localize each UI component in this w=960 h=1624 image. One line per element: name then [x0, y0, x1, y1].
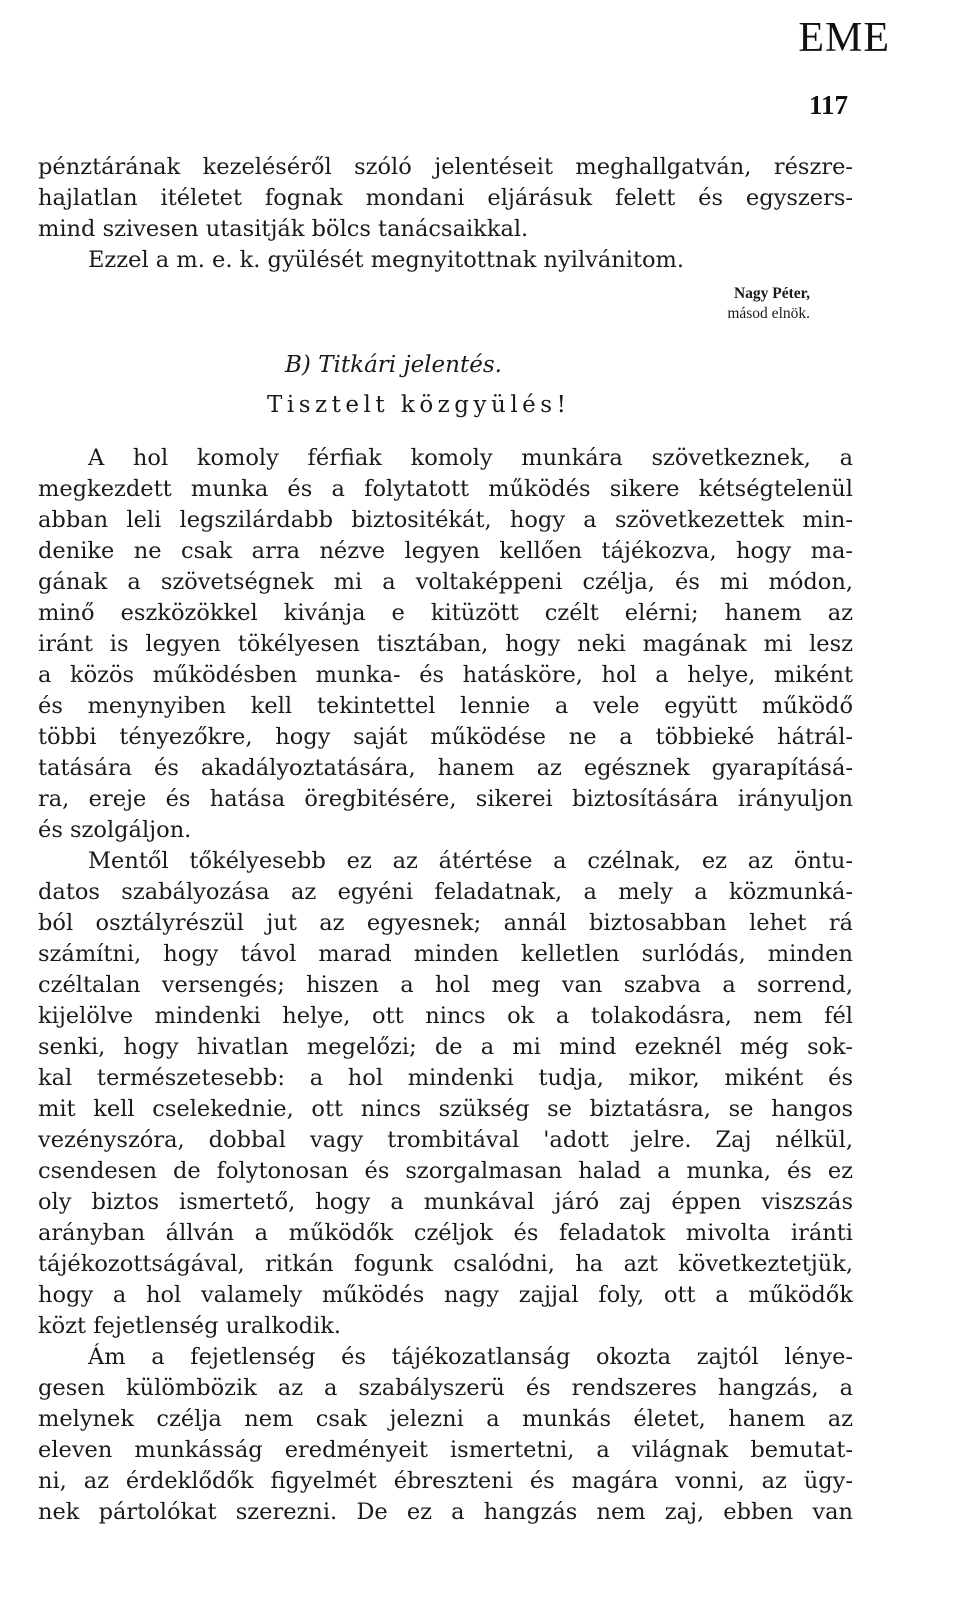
text-line: abban leli legszilárdabb biztositékát, hogy a szövetkezettek min- [38, 507, 853, 533]
section-title: Titkári jelentés. [318, 352, 502, 378]
text-line: tájékozottságával, ritkán fogunk csalódni, ha azt következtetjük, [38, 1251, 853, 1277]
text-line: gának a szövetségnek mi a voltaképpeni czélja, és mi módon, [38, 569, 853, 595]
opening-block [38, 152, 853, 276]
text-line: megkezdett munka és a folytatott működés sikere kétségtelenül [38, 476, 853, 502]
signature-title: másod elnök. [727, 305, 810, 322]
text-line: a közös működésben munka- és hatásköre, hol a helye, miként [38, 662, 853, 688]
text-line: iránt is legyen tökélyesen tisztában, hogy neki magának mi lesz [38, 631, 853, 657]
text-line: kijelölve mindenki helye, ott nincs ok a tolakodásra, nem fél [38, 1003, 853, 1029]
text-line: eleven munkásság eredményeit ismertetni, a világnak bemutat- [38, 1437, 853, 1463]
text-line: Ezzel a m. e. k. gyülését megnyitottnak nyilvánitom. [88, 247, 685, 273]
text-line: és menynyiben kell tekintettel lennie a vele együtt működő [38, 693, 853, 719]
text-line: mit kell cselekednie, ott nincs szükség se biztatásra, se hangos [38, 1096, 853, 1122]
salutation: Tisztelt közgyülés! [267, 392, 571, 418]
paragraph-2 [38, 846, 853, 1342]
text-line: arányban állván a működők czéljok és feladatok mivolta iránti [38, 1220, 853, 1246]
eme-logo: EME [798, 15, 890, 61]
paragraph-3 [38, 1342, 853, 1528]
text-line: Ám a fejetlenség és tájékozatlanság okozta zajtól lénye- [88, 1344, 853, 1370]
text-line: tatására és akadályoztatására, hanem az egésznek gyarapításá- [38, 755, 853, 781]
text-line: datos szabályozása az egyéni feladatnak, a mely a közmunká- [38, 879, 853, 905]
text-line: oly biztos ismertető, hogy a munkával járó zaj éppen viszszás [38, 1189, 853, 1215]
signature-name: Nagy Péter, [733, 285, 810, 302]
text-line: czéltalan versengés; hiszen a hol meg van szabva a sorrend, [38, 972, 853, 998]
text-line: pénztárának kezeléséről szóló jelentéseit meghallgatván, részre- [38, 154, 853, 180]
text-line: melynek czélja nem csak jelezni a munkás életet, hanem az [38, 1406, 853, 1432]
text-line: ra, ereje és hatása öregbitésére, sikerei biztosítására irányuljon [38, 786, 853, 812]
text-line: gesen külömbözik az a szabályszerü és rendszeres hangzás, a [38, 1375, 853, 1401]
section-letter: B) [285, 352, 311, 378]
text-line: többi tényezőkre, hogy saját működése ne a többieké hátrál- [38, 724, 853, 750]
section-heading [285, 352, 502, 378]
text-line: közt fejetlenség uralkodik. [38, 1313, 342, 1339]
text-line: hogy a hol valamely működés nagy zajjal foly, ott a működők [38, 1282, 853, 1308]
text-line: csendesen de folytonosan és szorgalmasan halad a munka, és ez [38, 1158, 853, 1184]
text-line: ni, az érdeklődők figyelmét ébreszteni és magára vonni, az ügy- [38, 1468, 853, 1494]
text-line: kal természetesebb: a hol mindenki tudja, mikor, miként és [38, 1065, 853, 1091]
signature-block [727, 284, 810, 324]
text-line: ból osztályrészül jut az egyesnek; annál biztosabban lehet rá [38, 910, 853, 936]
text-line: és szolgáljon. [38, 817, 192, 843]
text-line: vezényszóra, dobbal vagy trombitával 'adott jelre. Zaj nélkül, [38, 1127, 853, 1153]
text-line: Mentől tőkélyesebb ez az átértése a czélnak, ez az öntu- [88, 848, 853, 874]
text-line: minő eszközökkel kivánja e kitüzött czélt elérni; hanem az [38, 600, 853, 626]
page-number: 117 [808, 90, 848, 120]
text-line: hajlatlan itéletet fognak mondani eljárásuk felett és egyszers- [38, 185, 853, 211]
text-line: nek pártolókat szerezni. De ez a hangzás nem zaj, ebben van [38, 1499, 853, 1525]
text-line: senki, hogy hivatlan megelőzi; de a mi mind ezeknél még sok- [38, 1034, 853, 1060]
text-line: A hol komoly férfiak komoly munkára szövetkeznek, a [88, 445, 853, 471]
paragraph-1 [38, 443, 853, 846]
text-line: denike ne csak arra nézve legyen kellően tájékozva, hogy ma- [38, 538, 853, 564]
text-line: számítni, hogy távol marad minden kelletlen surlódás, minden [38, 941, 853, 967]
text-line: mind szivesen utasitják bölcs tanácsaikkal. [38, 216, 529, 242]
